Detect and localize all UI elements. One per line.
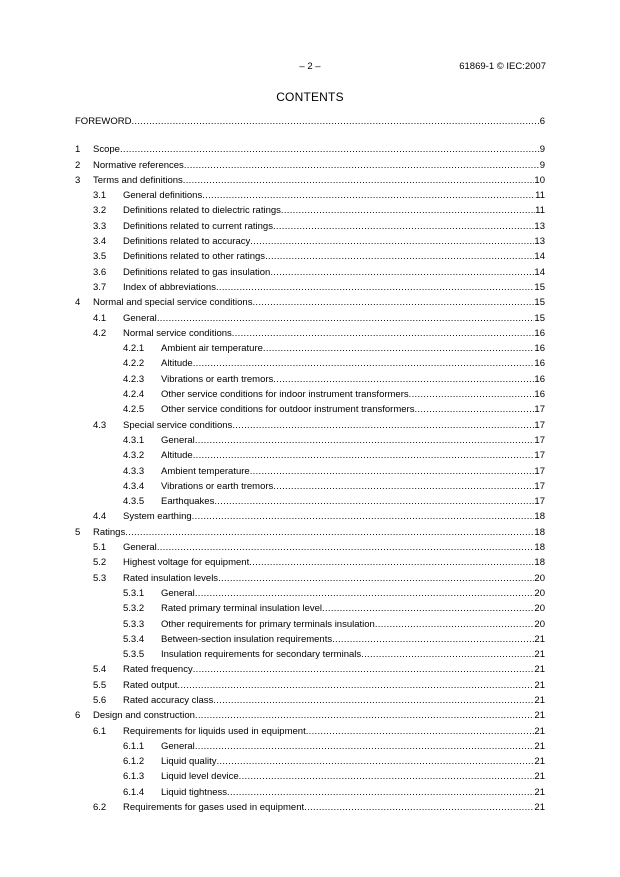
toc-entry[interactable] (75, 693, 545, 708)
toc-leader-dots (304, 800, 534, 815)
toc-entry-page: 11 (535, 205, 545, 217)
toc-entry-number: 5 (75, 526, 81, 538)
toc-leader-dots (183, 173, 535, 188)
toc-entry-page: 15 (534, 312, 545, 324)
toc-leader-dots (375, 617, 535, 632)
toc-entry-number: 5.3.4 (123, 633, 145, 645)
toc-leader-dots (177, 678, 534, 693)
toc-entry-page: 17 (534, 404, 545, 416)
toc-entry[interactable] (75, 280, 545, 295)
toc-entry-title: Liquid tightness (161, 786, 228, 798)
toc-entry[interactable] (75, 601, 545, 616)
toc-leader-dots (213, 693, 534, 708)
toc-entry[interactable] (75, 785, 545, 800)
toc-entry-title: FOREWORD (75, 116, 132, 127)
toc-entry-page: 13 (534, 220, 545, 232)
toc-entry-number: 5.3.1 (123, 587, 145, 599)
toc-entry-number: 5.5 (93, 679, 107, 691)
toc-entry[interactable] (75, 509, 545, 524)
toc-entry-page: 17 (534, 419, 545, 431)
toc-leader-dots (195, 586, 535, 601)
toc-entry[interactable] (75, 678, 545, 693)
toc-entry[interactable] (75, 203, 545, 218)
toc-entry-page: 21 (534, 694, 545, 706)
toc-entry-title: Scope (93, 144, 120, 156)
document-reference: 61869-1 © IEC:2007 (459, 61, 546, 72)
toc-entry-page: 13 (534, 236, 545, 248)
toc-entry-number: 4.2.4 (123, 389, 145, 401)
toc-entry-title: General definitions (123, 190, 203, 202)
toc-entry-title: Altitude (161, 450, 193, 462)
toc-entry-number: 6.2 (93, 802, 107, 814)
toc-leader-dots (232, 326, 535, 341)
toc-entry-page: 9 (539, 144, 545, 156)
toc-entry-title: Highest voltage for equipment (123, 557, 250, 569)
toc-leader-dots (249, 555, 534, 570)
toc-leader-dots (281, 203, 535, 218)
toc-entry-title: Definitions related to dielectric ratings (123, 205, 281, 217)
toc-entry-number: 4.2.5 (123, 404, 145, 416)
toc-entry-number: 5.2 (93, 557, 107, 569)
toc-entry-title: Special service conditions (123, 419, 233, 431)
toc-leader-dots (214, 494, 534, 509)
toc-entry-page: 21 (534, 740, 545, 752)
toc-entry-page: 20 (534, 587, 545, 599)
toc-entry-title: Liquid level device (161, 771, 239, 783)
toc-entry-title: Definitions related to other ratings (123, 251, 266, 263)
toc-leader-dots (239, 769, 535, 784)
toc-entry[interactable] (75, 234, 545, 249)
toc-entry-title: General (161, 434, 195, 446)
toc-entry-number: 4.3.5 (123, 496, 145, 508)
toc-entry-number: 3.6 (93, 266, 107, 278)
toc-entry[interactable] (75, 311, 545, 326)
toc-entry-title: Definitions related to current ratings (123, 220, 273, 232)
toc-entry-title: Normal service conditions (123, 327, 232, 339)
toc-leader-dots (216, 754, 534, 769)
toc-entry-number: 5.3.2 (123, 603, 145, 615)
toc-entry[interactable] (75, 525, 545, 540)
toc-entry-page: 21 (534, 771, 545, 783)
toc-entry-number: 3 (75, 174, 81, 186)
toc-entry-title: Other service conditions for indoor instrument transformers (161, 389, 409, 401)
toc-entry[interactable] (75, 540, 545, 555)
toc-entry-number: 1 (75, 144, 81, 156)
toc-entry-number: 3.1 (93, 190, 107, 202)
toc-entry-page: 16 (534, 389, 545, 401)
toc-leader-dots (250, 234, 534, 249)
toc-entry[interactable] (75, 479, 545, 494)
toc-entry[interactable] (75, 295, 545, 310)
toc-leader-dots (322, 601, 534, 616)
toc-entry-number: 6.1.3 (123, 771, 145, 783)
toc-entry-page: 16 (534, 327, 545, 339)
toc-entry-page: 17 (534, 450, 545, 462)
toc-leader-dots (202, 188, 535, 203)
toc-entry-number: 5.3 (93, 572, 107, 584)
toc-entry-title: General (161, 587, 195, 599)
toc-entry-number: 6.1.1 (123, 740, 145, 752)
toc-entry-page: 15 (534, 281, 545, 293)
toc-entry-number: 3.3 (93, 220, 107, 232)
toc-entry-title: Rated accuracy class (123, 694, 214, 706)
toc-entry-number: 3.4 (93, 236, 107, 248)
toc-entry-title: Other service conditions for outdoor instrument transformers (161, 404, 415, 416)
toc-entry-title: Liquid quality (161, 756, 217, 768)
toc-leader-dots (195, 433, 535, 448)
toc-leader-dots (273, 479, 534, 494)
toc-entry[interactable] (75, 356, 545, 371)
toc-entry-title: Design and construction (93, 710, 195, 722)
toc-entry-page: 16 (534, 373, 545, 385)
toc-entry-number: 4.2.2 (123, 358, 145, 370)
toc-entry[interactable] (75, 158, 545, 173)
toc-entry-title: General (123, 312, 157, 324)
toc-entry-number: 4.3 (93, 419, 107, 431)
page-title: CONTENTS (276, 90, 344, 104)
toc-leader-dots (270, 265, 534, 280)
toc-entry-title: Rated output (123, 679, 178, 691)
toc-entry[interactable] (75, 769, 545, 784)
toc-entry-number: 4.2 (93, 327, 107, 339)
toc-entry[interactable] (75, 341, 545, 356)
toc-entry-title: Altitude (161, 358, 193, 370)
toc-entry-page: 21 (534, 802, 545, 814)
toc-entry[interactable] (75, 617, 545, 632)
toc-entry[interactable] (75, 647, 545, 662)
toc-entry-title: Requirements for gases used in equipment (123, 802, 305, 814)
toc-entry-title: Insulation requirements for secondary terminals (161, 649, 362, 661)
toc-leader-dots (195, 708, 535, 723)
toc-entry[interactable] (75, 571, 545, 586)
toc-entry-page: 18 (534, 542, 545, 554)
toc-entry[interactable] (75, 114, 545, 129)
toc-entry-number: 4.3.2 (123, 450, 145, 462)
toc-entry-page: 21 (534, 786, 545, 798)
toc-entry-page: 15 (534, 297, 545, 309)
toc-entry-title: Ambient air temperature (161, 343, 263, 355)
toc-entry-title: Rated primary terminal insulation level (161, 603, 323, 615)
toc-leader-dots (218, 571, 534, 586)
toc-entry[interactable] (75, 188, 545, 203)
toc-leader-dots (157, 540, 535, 555)
toc-entry[interactable] (75, 402, 545, 417)
toc-leader-dots (120, 142, 540, 157)
toc-entry-title: Definitions related to gas insulation (123, 266, 271, 278)
toc-leader-dots (273, 372, 534, 387)
toc-entry-number: 4.3.4 (123, 480, 145, 492)
toc-entry[interactable] (75, 265, 545, 280)
toc-entry-number: 4 (75, 297, 81, 309)
toc-entry-page: 21 (534, 649, 545, 661)
toc-leader-dots (273, 219, 534, 234)
toc-entry-page: 10 (534, 174, 545, 186)
toc-entry-title: Normal and special service conditions (93, 297, 253, 309)
toc-leader-dots (195, 739, 535, 754)
toc-entry-title: Terms and definitions (93, 174, 183, 186)
toc-entry-title: Ratings (93, 526, 126, 538)
toc-entry[interactable] (75, 219, 545, 234)
toc-entry[interactable] (75, 326, 545, 341)
toc-leader-dots (409, 387, 535, 402)
toc-leader-dots (131, 114, 539, 129)
toc-entry[interactable] (75, 418, 545, 433)
toc-entry-page: 21 (534, 664, 545, 676)
toc-entry-title: System earthing (123, 511, 192, 523)
toc-leader-dots (252, 295, 534, 310)
toc-entry-title: Normative references (93, 159, 184, 171)
toc-entry[interactable] (75, 586, 545, 601)
toc-entry-number: 5.1 (93, 542, 107, 554)
toc-entry-title: Rated insulation levels (123, 572, 219, 584)
toc-entry-title: Ambient temperature (161, 465, 250, 477)
toc-entry-number: 2 (75, 159, 81, 171)
toc-entry-title: General (123, 542, 157, 554)
toc-leader-dots (125, 525, 534, 540)
toc-leader-dots (263, 341, 535, 356)
toc-entry[interactable] (75, 464, 545, 479)
toc-entry-page: 21 (534, 710, 545, 722)
toc-entry-page: 20 (534, 572, 545, 584)
toc-leader-dots (192, 509, 535, 524)
toc-entry-title: Vibrations or earth tremors (161, 373, 274, 385)
toc-entry[interactable] (75, 724, 545, 739)
toc-entry[interactable] (75, 173, 545, 188)
toc-leader-dots (361, 647, 534, 662)
toc-entry-title: Index of abbreviations (123, 281, 216, 293)
toc-entry-title: Definitions related to accuracy (123, 236, 251, 248)
toc-leader-dots (193, 662, 535, 677)
toc-entry-number: 5.3.3 (123, 618, 145, 630)
toc-entry[interactable] (75, 632, 545, 647)
toc-entry-page: 6 (539, 116, 545, 127)
toc-entry-page: 21 (534, 679, 545, 691)
toc-entry-number: 4.2.3 (123, 373, 145, 385)
toc-leader-dots (414, 402, 534, 417)
toc-leader-dots (184, 158, 540, 173)
toc-entry[interactable] (75, 372, 545, 387)
toc-entry-title: Between-section insulation requirements (161, 633, 333, 645)
toc-entry[interactable] (75, 739, 545, 754)
toc-entry-title: Requirements for liquids used in equipment (123, 725, 306, 737)
toc-entry-title: General (161, 740, 195, 752)
toc-entry-number: 4.4 (93, 511, 107, 523)
toc-entry-page: 18 (534, 526, 545, 538)
toc-entry[interactable] (75, 142, 545, 157)
toc-entry[interactable] (75, 555, 545, 570)
toc-leader-dots (332, 632, 534, 647)
toc-entry-page: 16 (534, 343, 545, 355)
toc-leader-dots (157, 311, 535, 326)
toc-entry-page: 11 (535, 190, 545, 202)
toc-entry-page: 20 (534, 603, 545, 615)
toc-entry-page: 20 (534, 618, 545, 630)
toc-entry-title: Earthquakes (161, 496, 215, 508)
toc-entry-number: 6.1.2 (123, 756, 145, 768)
toc-entry[interactable] (75, 800, 545, 815)
toc-entry-title: Rated frequency (123, 664, 193, 676)
toc-entry[interactable] (75, 448, 545, 463)
toc-entry-page: 17 (534, 434, 545, 446)
toc-entry-page: 18 (534, 557, 545, 569)
page-number: – 2 – (299, 61, 321, 72)
toc-entry-number: 3.2 (93, 205, 107, 217)
toc-leader-dots (227, 785, 534, 800)
toc-entry-number: 3.5 (93, 251, 107, 263)
toc-entry-number: 6 (75, 710, 81, 722)
toc-entry-page: 18 (534, 511, 545, 523)
toc-entry-title: Other requirements for primary terminals insulation (161, 618, 375, 630)
toc-entry-page: 9 (539, 159, 545, 171)
toc-entry[interactable] (75, 494, 545, 509)
toc-entry-page: 14 (534, 266, 545, 278)
toc-entry-page: 21 (534, 633, 545, 645)
toc-entry-page: 21 (534, 756, 545, 768)
toc-entry-number: 4.1 (93, 312, 107, 324)
toc-leader-dots (306, 724, 535, 739)
toc-entry[interactable] (75, 249, 545, 264)
toc-entry-number: 3.7 (93, 281, 107, 293)
toc-entry-page: 14 (534, 251, 545, 263)
toc-entry-page: 17 (534, 496, 545, 508)
toc-entry[interactable] (75, 662, 545, 677)
toc-leader-dots (193, 356, 535, 371)
toc-entry-number: 6.1 (93, 725, 107, 737)
toc-entry-number: 5.3.5 (123, 649, 145, 661)
toc-entry-page: 17 (534, 465, 545, 477)
toc-entry[interactable] (75, 754, 545, 769)
toc-entry-number: 5.4 (93, 664, 107, 676)
toc-entry-number: 5.6 (93, 694, 107, 706)
toc-entry-number: 4.2.1 (123, 343, 145, 355)
toc-leader-dots (265, 249, 534, 264)
toc-entry[interactable] (75, 387, 545, 402)
toc-entry-title: Vibrations or earth tremors (161, 480, 274, 492)
toc-leader-dots (232, 418, 534, 433)
toc-leader-dots (216, 280, 534, 295)
toc-entry-number: 6.1.4 (123, 786, 145, 798)
toc-entry-page: 16 (534, 358, 545, 370)
toc-entry-page: 21 (534, 725, 545, 737)
toc-entry-number: 4.3.3 (123, 465, 145, 477)
toc-entry[interactable] (75, 708, 545, 723)
toc-leader-dots (193, 448, 535, 463)
toc-leader-dots (250, 464, 535, 479)
toc-entry-page: 17 (534, 480, 545, 492)
toc-entry[interactable] (75, 433, 545, 448)
table-of-contents (75, 114, 545, 815)
toc-entry-number: 4.3.1 (123, 434, 145, 446)
